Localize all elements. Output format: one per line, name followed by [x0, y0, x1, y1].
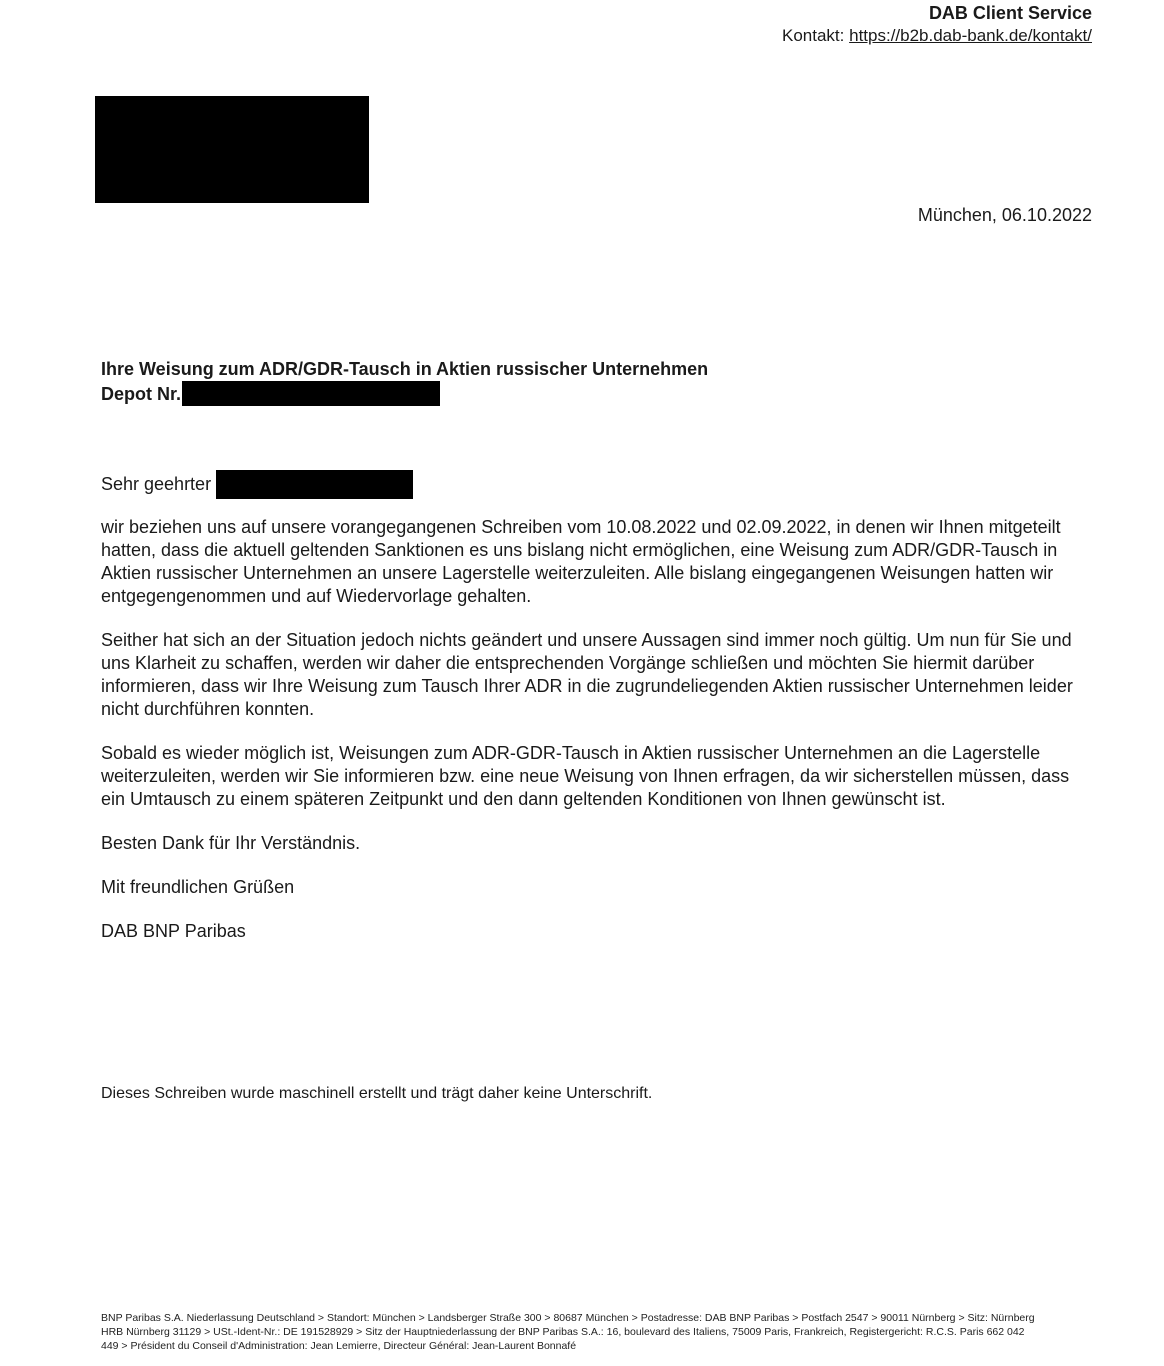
greeting-text: Sehr geehrter	[101, 474, 212, 494]
paragraph: Seither hat sich an der Situation jedoch nichts geändert und unsere Aussagen sind immer noch gültig. Um nun für Sie und uns Klarheit zu schaffen, werden wir daher die entsprechenden Vorgänge schließen und möchten Sie hiermit darüber informieren, dass wir Ihre Weisung zum Tausch Ihrer ADR in die zugrundeliegenden Aktien russischer Unternehmen leider nicht durchführen konnten.	[101, 630, 1073, 719]
subject	[101, 357, 708, 406]
sender-contact	[782, 26, 1092, 46]
sender-name: DAB Client Service	[928, 3, 1092, 23]
redacted-address-block	[95, 96, 369, 203]
paragraph: Sobald es wieder möglich ist, Weisungen zum ADR-GDR-Tausch in Aktien russischer Unternehmen an die Lagerstelle weiterzuleiten, werden wir Sie informieren bzw. eine neue Weisung von Ihnen erfragen, da wir sicherstellen müssen, dass ein Umtausch zu einem späteren Zeitpunkt und den dann geltenden Konditionen von Ihnen gewünscht ist.	[101, 743, 1070, 809]
closing-regards: Mit freundlichen Grüßen	[101, 877, 295, 897]
depot-label: Depot Nr.	[101, 383, 182, 404]
paragraph: wir beziehen uns auf unsere vorangegangenen Schreiben vom 10.08.2022 und 02.09.2022, in denen wir Ihnen mitgeteilt hatten, dass die aktuell geltenden Sanktionen es uns bislang nicht ermöglichen, eine Weisung zum ADR/GDR-Tausch in Aktien russischer Unternehmen an unsere Lagerstelle weiterzuleiten. Alle bislang eingegangenen Weisungen hatten wir entgegengenommen und auf Wiedervorlage gehalten.	[101, 517, 1061, 606]
letter-body	[101, 516, 1091, 964]
redacted-depot-number	[182, 381, 440, 406]
closing-thanks: Besten Dank für Ihr Verständnis.	[101, 833, 361, 853]
subject-line: Ihre Weisung zum ADR/GDR-Tausch in Aktien russischer Unternehmen	[101, 359, 709, 379]
contact-link[interactable]: https://b2b.dab-bank.de/kontakt/	[849, 26, 1092, 45]
automated-notice: Dieses Schreiben wurde maschinell erstellt und trägt daher keine Unterschrift.	[101, 1085, 653, 1102]
depot-line	[101, 381, 708, 406]
greeting	[101, 470, 413, 499]
redacted-recipient-name	[216, 470, 413, 499]
date-line: München, 06.10.2022	[917, 205, 1092, 225]
footer-legal: BNP Paribas S.A. Niederlassung Deutschland > Standort: München > Landsberger Straße 300 > 80687 München > Postadresse: DAB BNP Paribas > Postfach 2547 > 90011 Nürnberg > Sitz: Nürnberg HRB Nürnberg 31129 > USt.-Ident-Nr.: DE 191528929 > Sitz der Hauptniederlassung der BNP Paribas S.A.: 16, boulevard des Italiens, 75009 Paris, Frankreich, Registergericht: R.C.S. Paris 662 042 449 > Président du Conseil d'Administration: Jean Lemierre, Directeur Général: Jean-Laurent Bonnafé	[101, 1312, 1035, 1352]
contact-label: Kontakt:	[782, 26, 845, 45]
signature-name: DAB BNP Paribas	[101, 921, 246, 941]
